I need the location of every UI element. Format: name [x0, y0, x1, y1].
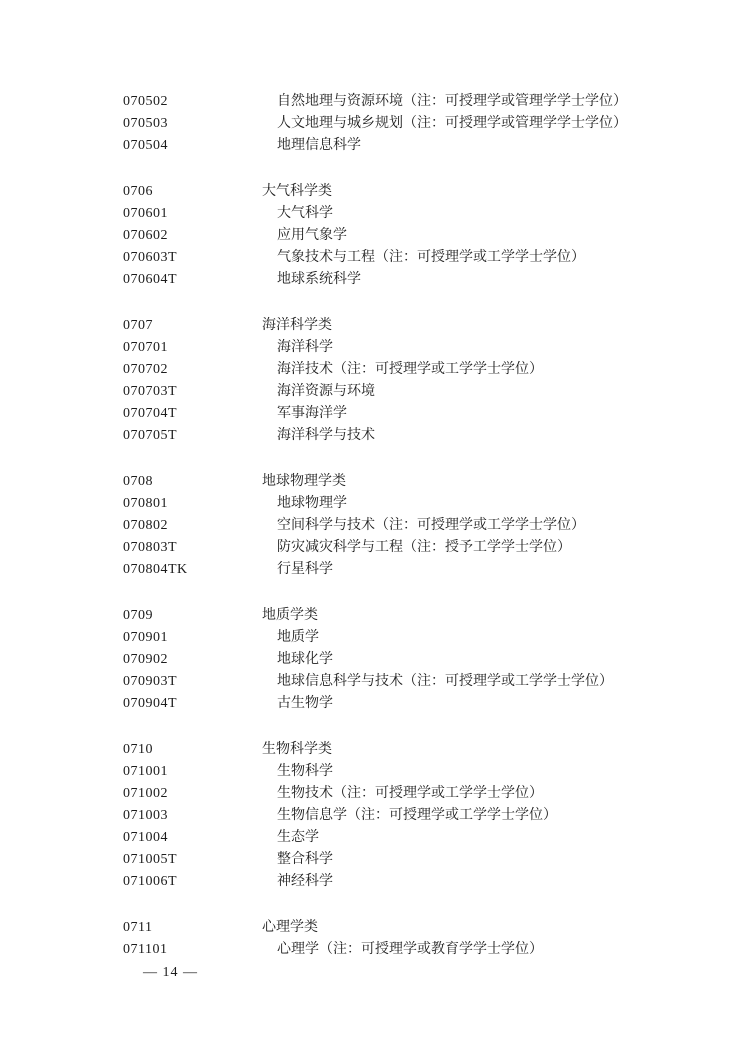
major-name: 应用气象学	[277, 228, 347, 243]
major-row	[0, 381, 740, 403]
major-name: 生物技术（注：可授理学或工学学士学位）	[277, 786, 543, 801]
major-name: 气象技术与工程（注：可授理学或工学学士学位）	[277, 250, 585, 265]
major-code: 070601	[123, 206, 168, 221]
major-row	[0, 559, 740, 581]
major-name: 海洋资源与环境	[277, 384, 375, 399]
major-name: 空间科学与技术（注：可授理学或工学学士学位）	[277, 518, 585, 533]
major-row	[0, 827, 740, 849]
major-row	[0, 537, 740, 559]
category-name: 心理学类	[262, 920, 318, 935]
major-row	[0, 805, 740, 827]
catalog-section-0709	[0, 605, 740, 715]
major-code: 070702	[123, 362, 168, 377]
major-row	[0, 337, 740, 359]
category-code: 0706	[123, 184, 153, 199]
major-row	[0, 425, 740, 447]
catalog-section-0711	[0, 917, 740, 961]
major-code: 070804TK	[123, 562, 188, 577]
major-code: 070802	[123, 518, 168, 533]
major-code: 070801	[123, 496, 168, 511]
major-name: 地球系统科学	[277, 272, 361, 287]
major-name: 人文地理与城乡规划（注：可授理学或管理学学士学位）	[277, 116, 627, 131]
major-code: 070704T	[123, 406, 178, 421]
major-row	[0, 403, 740, 425]
major-row	[0, 225, 740, 247]
major-row	[0, 783, 740, 805]
major-code: 070902	[123, 652, 168, 667]
major-name: 神经科学	[277, 874, 333, 889]
major-code: 070603T	[123, 250, 178, 265]
major-code: 070904T	[123, 696, 178, 711]
major-code: 070602	[123, 228, 168, 243]
major-row	[0, 135, 740, 157]
major-code: 070903T	[123, 674, 178, 689]
major-row	[0, 627, 740, 649]
major-name: 生物科学	[277, 764, 333, 779]
major-code: 070502	[123, 94, 168, 109]
category-row	[0, 739, 740, 761]
major-name: 古生物学	[277, 696, 333, 711]
category-name: 大气科学类	[262, 184, 332, 199]
category-name: 生物科学类	[262, 742, 332, 757]
major-name: 地质学	[277, 630, 319, 645]
major-name: 心理学（注：可授理学或教育学学士学位）	[277, 942, 543, 957]
major-code: 070901	[123, 630, 168, 645]
category-row	[0, 605, 740, 627]
category-code: 0709	[123, 608, 153, 623]
major-row	[0, 871, 740, 893]
category-row	[0, 315, 740, 337]
major-row	[0, 91, 740, 113]
major-name: 地球物理学	[277, 496, 347, 511]
major-name: 整合科学	[277, 852, 333, 867]
major-row	[0, 761, 740, 783]
major-code: 070503	[123, 116, 168, 131]
category-name: 地质学类	[262, 608, 318, 623]
catalog-section-0708	[0, 471, 740, 581]
major-code: 071006T	[123, 874, 178, 889]
major-name: 地球信息科学与技术（注：可授理学或工学学士学位）	[277, 674, 613, 689]
major-code: 071002	[123, 786, 168, 801]
major-row	[0, 247, 740, 269]
major-row	[0, 939, 740, 961]
category-name: 地球物理学类	[262, 474, 346, 489]
major-code: 071004	[123, 830, 168, 845]
major-name: 生物信息学（注：可授理学或工学学士学位）	[277, 808, 557, 823]
major-row	[0, 671, 740, 693]
catalog-section-0710	[0, 739, 740, 893]
major-name: 生态学	[277, 830, 319, 845]
category-code: 0710	[123, 742, 153, 757]
category-name: 海洋科学类	[262, 318, 332, 333]
major-name: 地理信息科学	[277, 138, 361, 153]
category-code: 0707	[123, 318, 153, 333]
category-code: 0711	[123, 920, 153, 935]
major-row	[0, 493, 740, 515]
catalog-section-0705-continued	[0, 91, 740, 157]
major-name: 自然地理与资源环境（注：可授理学或管理学学士学位）	[277, 94, 627, 109]
category-row	[0, 181, 740, 203]
major-row	[0, 515, 740, 537]
catalog-section-0706	[0, 181, 740, 291]
catalog-section-0707	[0, 315, 740, 447]
major-row	[0, 849, 740, 871]
major-code: 070504	[123, 138, 168, 153]
major-code: 071101	[123, 942, 168, 957]
major-row	[0, 649, 740, 671]
major-name: 海洋科学	[277, 340, 333, 355]
major-name: 防灾减灾科学与工程（注：授予工学学士学位）	[277, 540, 571, 555]
major-row	[0, 359, 740, 381]
page-number: — 14 —	[143, 965, 198, 980]
major-name: 行星科学	[277, 562, 333, 577]
major-row	[0, 203, 740, 225]
major-name: 海洋技术（注：可授理学或工学学士学位）	[277, 362, 543, 377]
major-code: 070701	[123, 340, 168, 355]
major-name: 海洋科学与技术	[277, 428, 375, 443]
major-code: 071003	[123, 808, 168, 823]
major-code: 070703T	[123, 384, 178, 399]
major-name: 大气科学	[277, 206, 333, 221]
major-row	[0, 693, 740, 715]
major-code: 070705T	[123, 428, 178, 443]
major-code: 071001	[123, 764, 168, 779]
major-code: 070604T	[123, 272, 178, 287]
major-code: 071005T	[123, 852, 178, 867]
category-row	[0, 471, 740, 493]
category-row	[0, 917, 740, 939]
major-name: 军事海洋学	[277, 406, 347, 421]
category-code: 0708	[123, 474, 153, 489]
major-row	[0, 269, 740, 291]
major-catalog-list	[0, 91, 740, 961]
major-row	[0, 113, 740, 135]
major-name: 地球化学	[277, 652, 333, 667]
major-code: 070803T	[123, 540, 178, 555]
